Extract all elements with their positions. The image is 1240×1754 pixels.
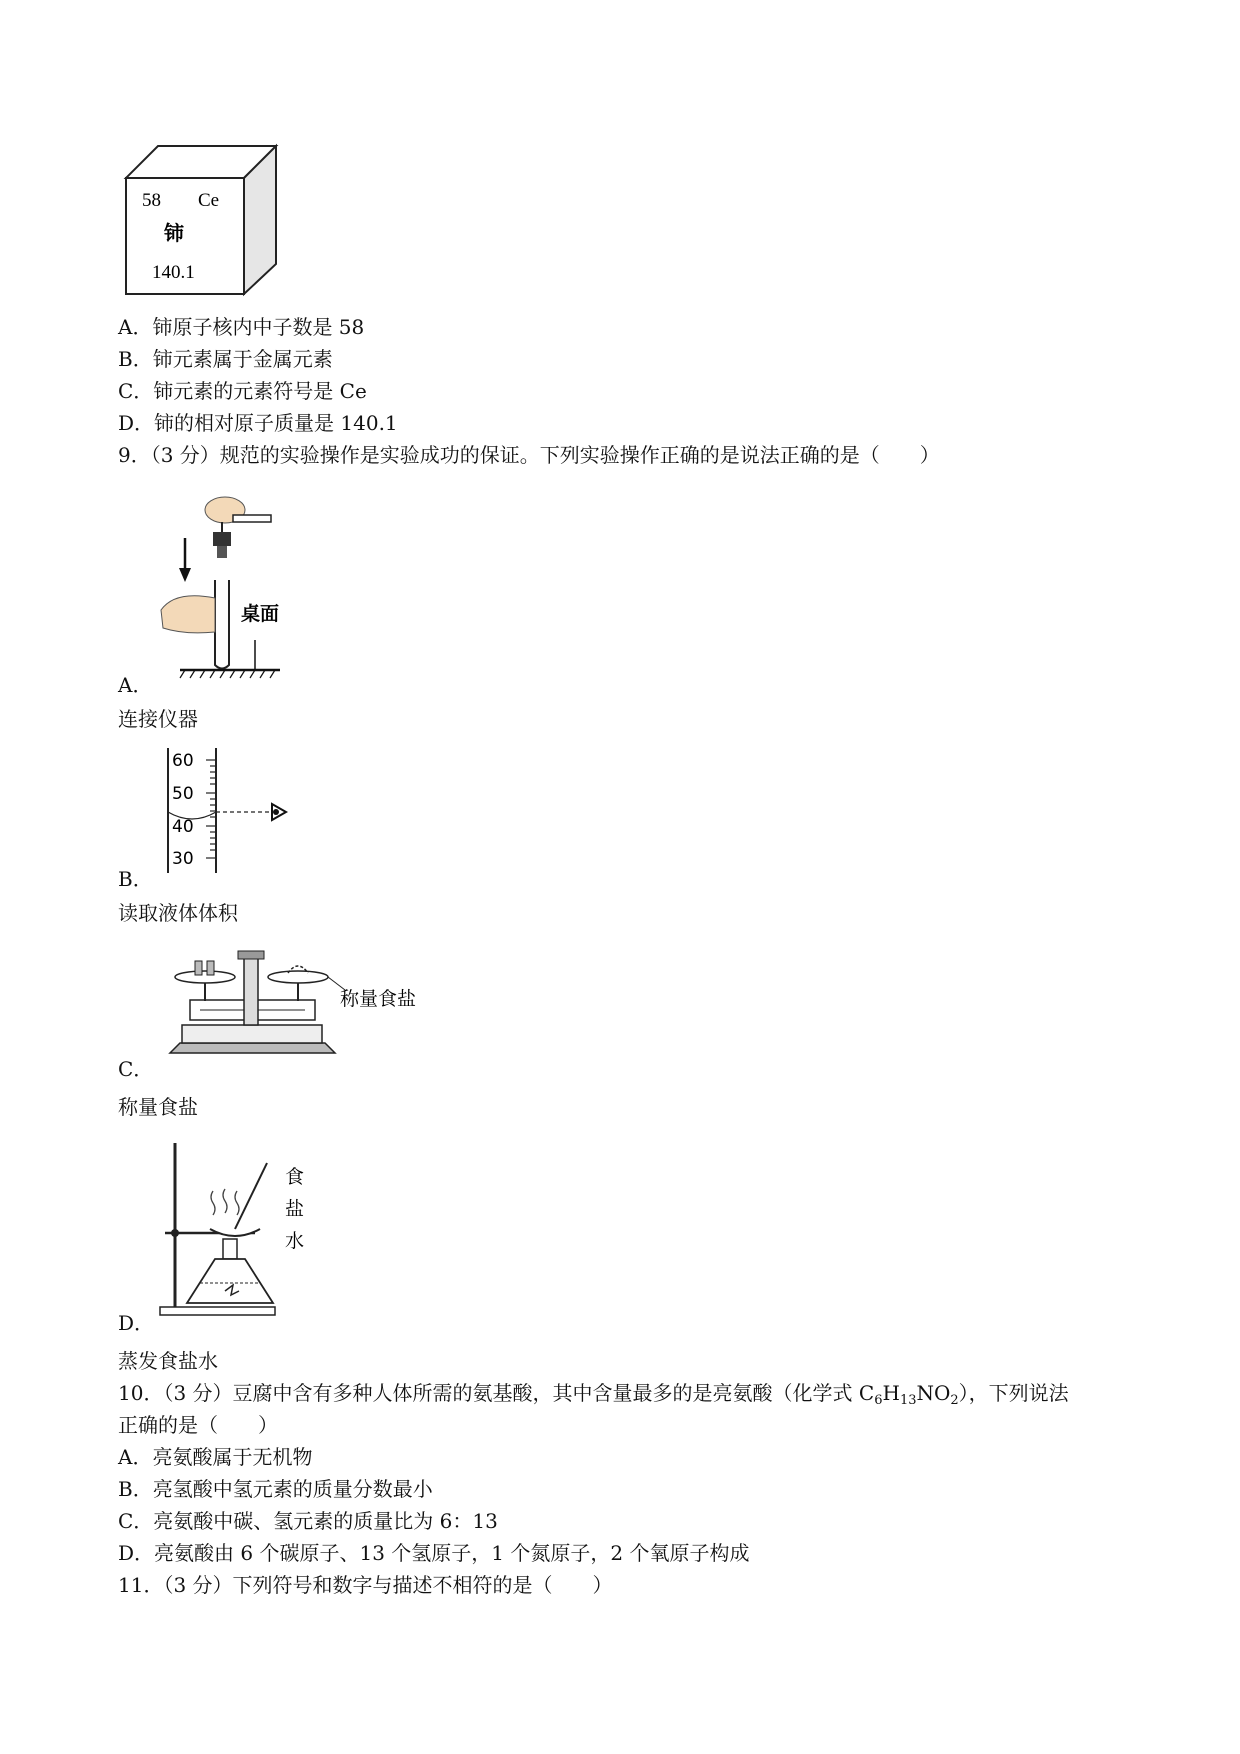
q9-b-caption: 读取液体体积 — [118, 901, 238, 925]
q9-a-fig-label: 桌面 — [241, 603, 280, 625]
q8-option-d: D．铈的相对原子质量是 140.1 — [118, 411, 398, 435]
q9-b-tick-30: 30 — [172, 849, 194, 869]
q9-a-figure — [155, 490, 305, 680]
q9-b-tick-60: 60 — [172, 751, 194, 771]
q9-b-tick-40: 40 — [172, 817, 194, 837]
q10-option-c: C．亮氨酸中碳、氢元素的质量比为 6：13 — [118, 1509, 498, 1533]
q11-stem: 11．（3 分）下列符号和数字与描述不相符的是（ ） — [118, 1573, 613, 1597]
q10-stem-pre: 10．（3 分）豆腐中含有多种人体所需的氨基酸，其中含量最多的是亮氨酸（化学式 C — [118, 1381, 875, 1405]
q9-b-tick-50: 50 — [172, 784, 194, 804]
q9-stem: 9．（3 分）规范的实验操作是实验成功的保证。下列实验操作正确的是说法正确的是（ ） — [118, 443, 940, 467]
q9-d-fig-label-2: 盐 — [285, 1198, 305, 1220]
q10-stem-post: ），下列说法 — [958, 1381, 1069, 1405]
q9-c-fig-label: 称量食盐 — [340, 988, 417, 1010]
q10-option-d: D．亮氨酸由 6 个碳原子、13 个氢原子，1 个氮原子，2 个氧原子构成 — [118, 1541, 750, 1565]
q9-d-letter: D． — [118, 1311, 155, 1335]
q9-d-caption: 蒸发食盐水 — [118, 1349, 218, 1373]
atomic-mass: 140.1 — [152, 262, 195, 283]
q9-b-figure — [160, 748, 300, 873]
q9-b-letter: B． — [118, 867, 153, 891]
element-tile-figure — [120, 140, 280, 300]
q10-option-b: B．亮氢酸中氢元素的质量分数最小 — [118, 1477, 433, 1501]
q10-sub-o: 2 — [950, 1393, 959, 1408]
q10-option-a: A．亮氨酸属于无机物 — [118, 1445, 313, 1469]
q10-stem-line2: 正确的是（ ） — [118, 1413, 278, 1437]
q10-sub-h: 13 — [899, 1393, 917, 1408]
q9-c-figure — [160, 945, 440, 1060]
q9-a-letter: A． — [118, 673, 153, 697]
q8-option-c: C．铈元素的元素符号是 Ce — [118, 379, 367, 403]
q9-c-caption: 称量食盐 — [118, 1095, 198, 1119]
q9-d-fig-label-1: 食 — [285, 1166, 305, 1188]
q10-h: H — [882, 1381, 900, 1405]
element-name: 铈 — [164, 221, 184, 245]
q10-sub-c: 6 — [874, 1393, 883, 1408]
q9-a-caption: 连接仪器 — [118, 707, 198, 731]
atomic-number: 58 — [142, 190, 161, 211]
q9-d-figure — [155, 1143, 335, 1323]
q8-option-b: B．铈元素属于金属元素 — [118, 347, 333, 371]
q9-d-fig-label-3: 水 — [285, 1230, 305, 1252]
q10-no: NO — [916, 1381, 951, 1405]
q10-stem — [118, 1380, 1069, 1406]
q9-c-letter: C． — [118, 1057, 154, 1081]
element-symbol: Ce — [198, 190, 220, 211]
q8-option-a: A．铈原子核内中子数是 58 — [118, 315, 365, 339]
